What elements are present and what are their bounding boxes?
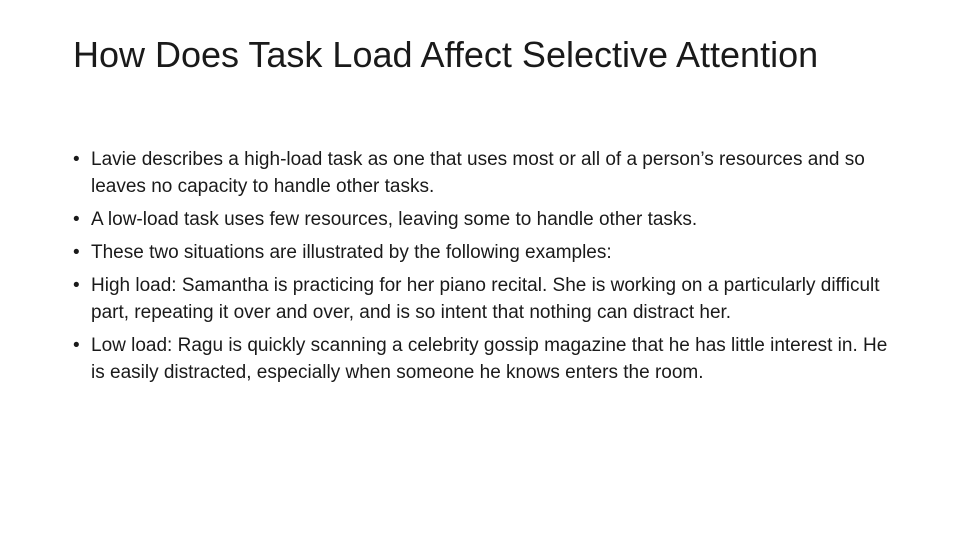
bullet-item (73, 146, 888, 200)
slide-title: How Does Task Load Affect Selective Attention (73, 34, 819, 75)
bullet-item (73, 272, 888, 326)
bullet-list (73, 146, 888, 392)
bullet-item (73, 206, 888, 233)
bullet-dot-icon: • (73, 335, 80, 356)
bullet-dot-icon: • (73, 242, 80, 263)
bullet-text: A low-load task uses few resources, leaving some to handle other tasks. (91, 209, 698, 230)
bullet-text: High load: Samantha is practicing for her piano recital. She is working on a particularly difficult part, repeating it over and over, and is so intent that nothing can distract her. (91, 275, 880, 323)
bullet-dot-icon: • (73, 275, 80, 296)
bullet-text: These two situations are illustrated by the following examples: (91, 242, 612, 263)
bullet-text: Lavie describes a high-load task as one that uses most or all of a person’s resources and so leaves no capacity to handle other tasks. (91, 149, 865, 197)
bullet-item (73, 332, 888, 386)
bullet-dot-icon: • (73, 149, 80, 170)
bullet-text: Low load: Ragu is quickly scanning a celebrity gossip magazine that he has little interest in. He is easily distracted, especially when someone he knows enters the room. (91, 335, 888, 383)
bullet-dot-icon: • (73, 209, 80, 230)
bullet-item (73, 239, 888, 266)
